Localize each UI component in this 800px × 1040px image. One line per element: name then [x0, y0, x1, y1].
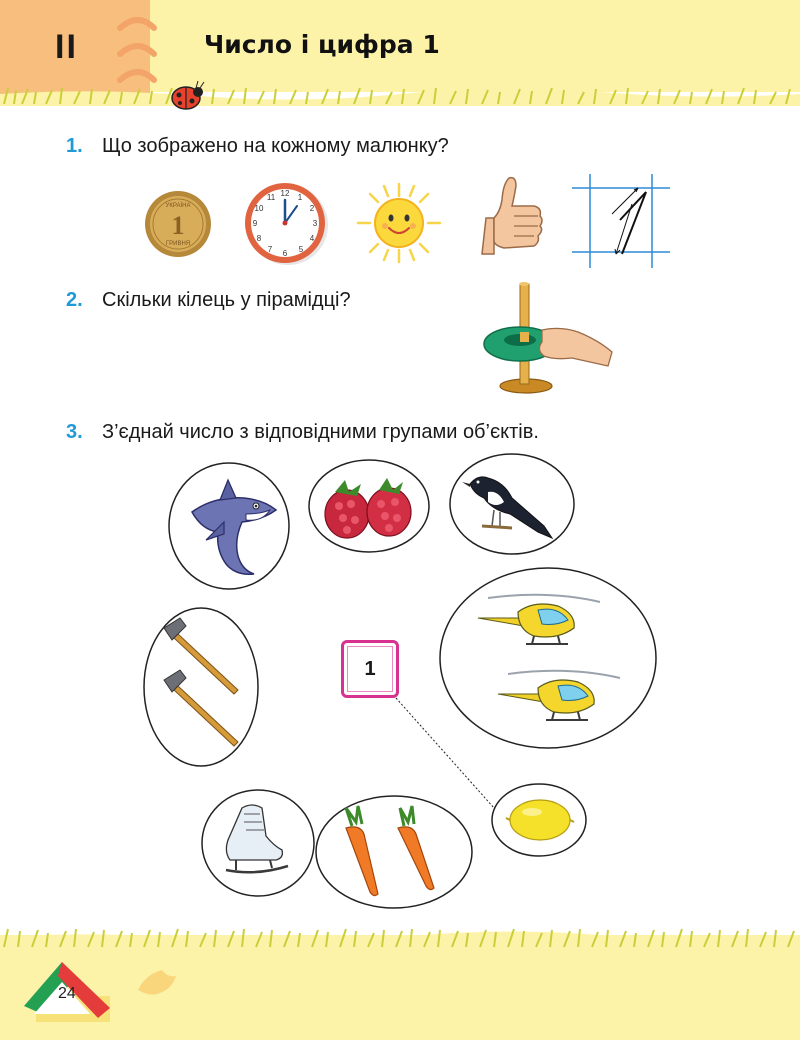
clock-number-2: 2 — [309, 204, 315, 213]
sun-icon — [354, 180, 444, 266]
clock-number-8: 8 — [256, 234, 262, 243]
task-1 — [66, 136, 449, 156]
binder-rings-decoration — [110, 8, 170, 88]
clock-number-3: 3 — [312, 219, 318, 228]
ladybug-icon — [166, 80, 206, 112]
number-box[interactable] — [341, 640, 399, 698]
clock-number-4: 4 — [309, 234, 315, 243]
clock-number-1: 1 — [297, 193, 303, 202]
clock-number-9: 9 — [252, 219, 258, 228]
task-2-number: 2. — [66, 289, 83, 311]
task-1-text: Що зображено на кожному малюнку? — [102, 135, 449, 157]
clock-number-12: 12 — [280, 189, 290, 198]
group-hammers[interactable] — [142, 606, 262, 768]
group-skate[interactable] — [200, 788, 316, 898]
grass-border-top — [0, 84, 800, 106]
group-lemon[interactable] — [490, 782, 590, 860]
clock-icon — [241, 180, 331, 266]
section-mark: ІІ — [55, 28, 78, 66]
task-3-number: 3. — [66, 421, 83, 443]
group-magpie[interactable] — [448, 452, 578, 556]
group-carrots[interactable] — [314, 794, 474, 910]
clock-number-11: 11 — [266, 193, 276, 202]
number-box-value: 1 — [364, 657, 376, 680]
group-raspberries[interactable] — [305, 456, 435, 556]
clock-number-5: 5 — [298, 245, 304, 254]
clock-number-6: 6 — [282, 249, 288, 258]
coin-text-country: УКРАЇНА — [165, 203, 191, 209]
ring-pyramid-icon — [480, 282, 620, 402]
page-number: 24 — [58, 985, 76, 1002]
coin-text-value: 1 — [171, 211, 185, 240]
digit-one-writing-icon — [572, 174, 672, 270]
clock-number-10: 10 — [254, 204, 264, 213]
task-2 — [66, 290, 351, 310]
clock-number-7: 7 — [267, 245, 273, 254]
coin-text-currency: ГРИВНЯ — [165, 241, 191, 247]
coin-icon — [143, 189, 213, 259]
task-1-number: 1. — [66, 135, 83, 157]
page-title: Число і цифра 1 — [204, 30, 440, 59]
task-3-text: З’єднай число з відповідними групами об’єктів. — [102, 421, 539, 443]
task-2-text: Скільки кілець у пірамідці? — [102, 289, 351, 311]
task-3 — [66, 422, 539, 442]
leaf-decoration-icon — [132, 960, 182, 1004]
footer-band — [0, 935, 800, 1040]
group-shark[interactable] — [166, 460, 296, 592]
thumbs-up-icon — [474, 172, 550, 256]
grass-border-bottom — [0, 925, 800, 949]
